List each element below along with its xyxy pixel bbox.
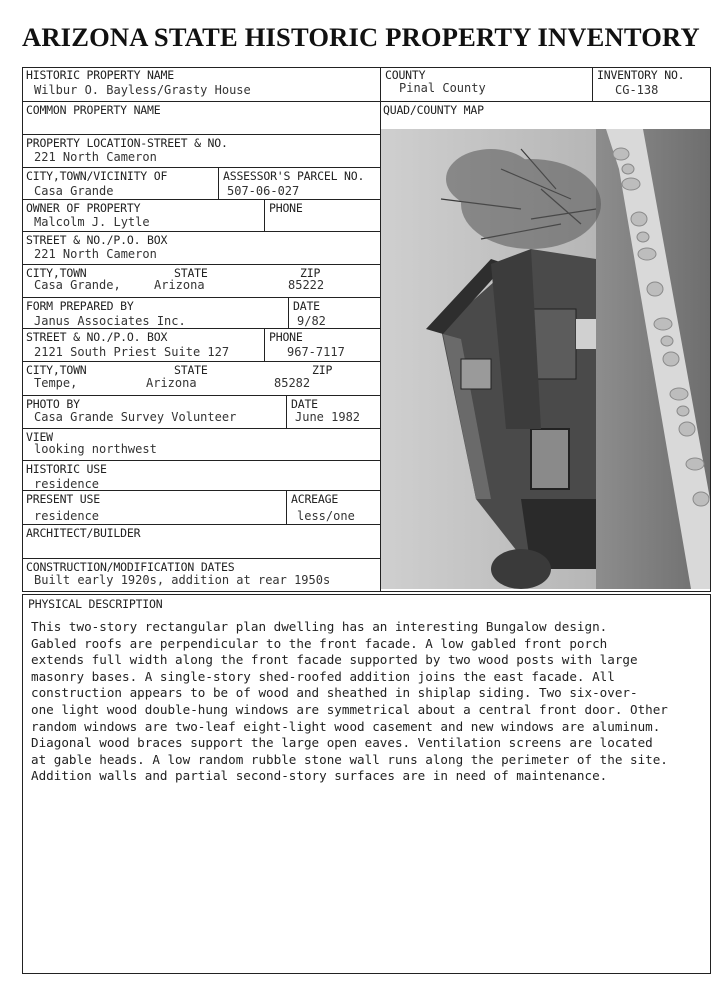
photo-by-value: Casa Grande Survey Volunteer [34, 410, 237, 424]
historic-use-value: residence [34, 477, 100, 491]
preparer-zip-value: 85282 [274, 376, 311, 390]
historic-name-label: HISTORIC PROPERTY NAME [26, 68, 174, 82]
owner-label: OWNER OF PROPERTY [26, 201, 141, 215]
preparer-phone-label: PHONE [269, 330, 303, 344]
acreage-value: less/one [297, 509, 355, 523]
owner-zip-value: 85222 [288, 278, 325, 292]
owner-value: Malcolm J. Lytle [34, 215, 150, 229]
common-name-cell [22, 101, 380, 134]
preparer-street-value: 2121 South Priest Suite 127 [34, 345, 230, 359]
owner-city-cell [22, 264, 380, 297]
prepared-by-value: Janus Associates Inc. [34, 314, 186, 328]
city-vicinity-value: Casa Grande [34, 184, 114, 198]
county-value: Pinal County [399, 81, 486, 95]
photo-date-value: June 1982 [295, 410, 361, 424]
city-vicinity-label: CITY,TOWN/VICINITY OF [26, 169, 168, 183]
view-value: looking northwest [34, 442, 157, 456]
view-label: VIEW [26, 430, 53, 444]
location-cell [22, 134, 380, 167]
preparer-phone-cell [264, 328, 380, 361]
form-date-value: 9/82 [297, 314, 326, 328]
parcel-cell [218, 167, 380, 199]
architect-label: ARCHITECT/BUILDER [26, 526, 141, 540]
photo-date-cell [286, 395, 380, 428]
historic-use-label: HISTORIC USE [26, 462, 107, 476]
preparer-state-value: Arizona [146, 376, 197, 390]
historic-name-value: Wilbur O. Bayless/Grasty House [34, 83, 251, 97]
inventory-no-cell [592, 67, 711, 101]
quad-map-label: QUAD/COUNTY MAP [383, 103, 484, 117]
historic-name-cell [22, 67, 380, 103]
form-date-cell [288, 297, 380, 328]
location-value: 221 North Cameron [34, 150, 157, 164]
county-cell [380, 67, 592, 101]
architect-cell [22, 524, 380, 558]
parcel-label: ASSESSOR'S PARCEL NO. [223, 169, 365, 183]
preparer-street-cell [22, 328, 264, 361]
owner-street-value: 221 North Cameron [34, 247, 157, 261]
preparer-state-label: STATE [174, 363, 208, 377]
preparer-zip-label: ZIP [312, 363, 333, 377]
acreage-cell [286, 490, 380, 524]
form-title: ARIZONA STATE HISTORIC PROPERTY INVENTORY [22, 22, 700, 52]
location-label: PROPERTY LOCATION-STREET & NO. [26, 136, 228, 150]
preparer-phone-value: 967-7117 [287, 345, 345, 359]
photo-by-cell [22, 395, 286, 428]
present-use-cell [22, 490, 286, 524]
photo-by-label: PHOTO BY [26, 397, 80, 411]
house-photograph [381, 129, 710, 589]
construction-label: CONSTRUCTION/MODIFICATION DATES [26, 560, 235, 574]
common-name-label: COMMON PROPERTY NAME [26, 103, 161, 117]
present-use-label: PRESENT USE [26, 492, 100, 506]
owner-street-cell [22, 231, 380, 264]
form-date-label: DATE [293, 299, 320, 313]
present-use-value: residence [34, 509, 100, 523]
preparer-city-label: CITY,TOWN [26, 363, 87, 377]
owner-phone-label: PHONE [269, 201, 303, 215]
prepared-by-cell [22, 297, 288, 328]
photo-date-label: DATE [291, 397, 318, 411]
owner-state-label: STATE [174, 266, 208, 280]
preparer-city-cell [22, 361, 380, 395]
owner-city-label: CITY,TOWN [26, 266, 87, 280]
inventory-no-label: INVENTORY NO. [597, 68, 685, 82]
owner-zip-label: ZIP [300, 266, 321, 280]
parcel-value: 507-06-027 [227, 184, 300, 198]
description-label: PHYSICAL DESCRIPTION [28, 597, 163, 611]
preparer-street-label: STREET & NO./P.O. BOX [26, 330, 168, 344]
description-text: This two-story rectangular plan dwelling has an interesting Bungalow design. Gabled roofs are perpendicular to the front facade. A low gabled front porch extends full width along the front facade supported by two wood posts with large masonry bases. A single-story shed-roofed addition joins the east facade. All construction appears to be of wood and sheathed in shiplap siding. Two six-over- one light wood double-hung windows are symmetrical about a central front door. Other random windows are two-leaf eight-light wood casement and new windows are aluminum. Diagonal wood braces support the large open eaves. Ventilation screens are located at gable heads. A low random rubble stone wall runs along the perimeter of the site. Addition walls and partial second-story surfaces are in need of maintenance. [31, 619, 668, 784]
preparer-city-value: Tempe, [34, 376, 78, 390]
inventory-no-value: CG-138 [615, 83, 659, 97]
historic-use-cell [22, 460, 380, 490]
prepared-by-label: FORM PREPARED BY [26, 299, 134, 313]
owner-state-value: Arizona [154, 278, 205, 292]
city-vicinity-cell [22, 167, 218, 199]
view-cell [22, 428, 380, 460]
owner-street-label: STREET & NO./P.O. BOX [26, 233, 168, 247]
owner-cell [22, 199, 264, 231]
owner-phone-cell [264, 199, 380, 231]
construction-cell [22, 558, 380, 592]
photo-image-icon [381, 129, 710, 589]
county-label: COUNTY [385, 68, 426, 82]
acreage-label: ACREAGE [291, 492, 339, 506]
construction-value: Built early 1920s, addition at rear 1950s [34, 573, 331, 587]
owner-city-value: Casa Grande, [34, 278, 121, 292]
